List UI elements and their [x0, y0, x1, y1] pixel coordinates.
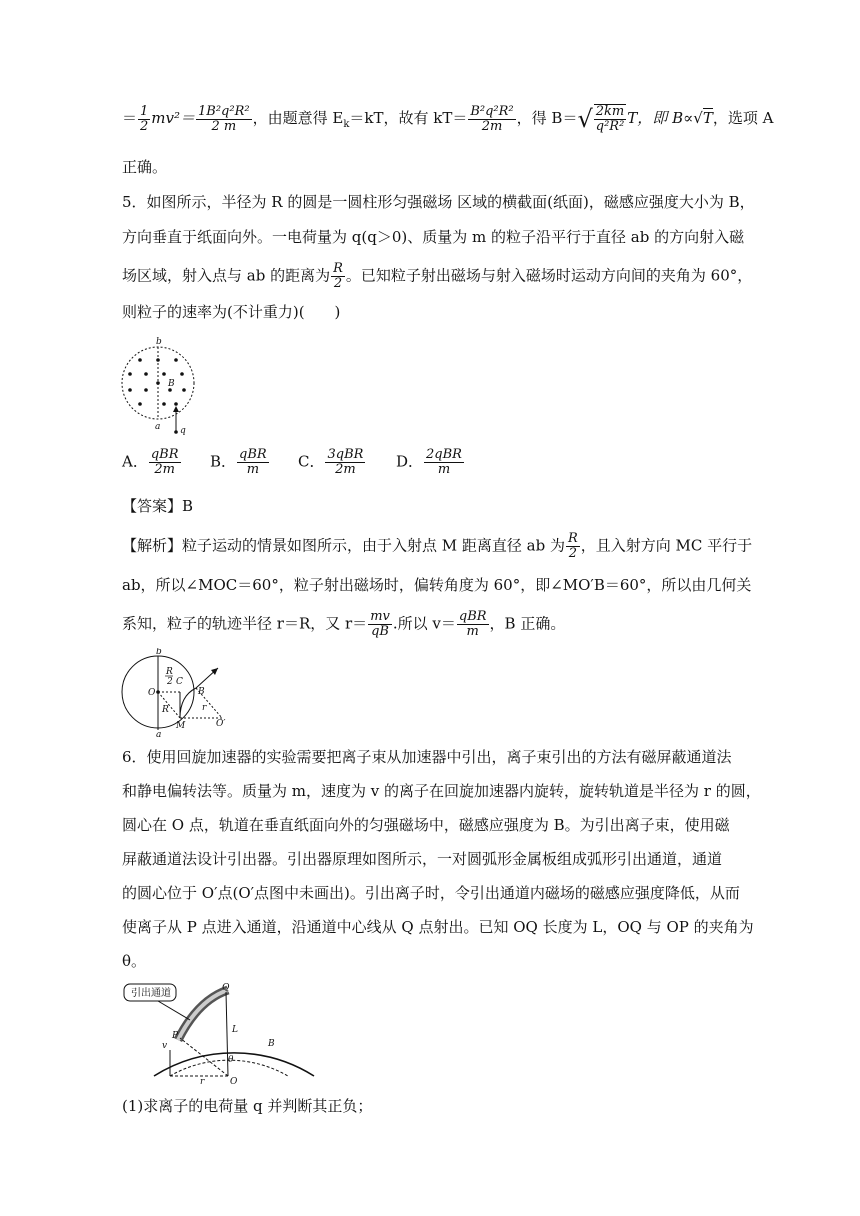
text: ，得 B＝: [516, 109, 578, 127]
frac-den: 2: [140, 118, 149, 134]
q6-line3: 圆心在 O 点，轨道在垂直纸面向外的匀强磁场中，磁感应强度为 B。为引出离子束，使用磁: [122, 816, 730, 834]
frac-num: 2qBR: [426, 447, 462, 462]
text: ＝kT，故有 kT＝: [349, 109, 468, 127]
fraction-half: [138, 105, 150, 134]
fraction: [594, 104, 627, 134]
label-O: O: [148, 688, 156, 698]
frac-den: 2: [568, 546, 578, 561]
fraction: [331, 262, 345, 291]
q6-line5: 的圆心位于 O′点(O′点图中未画出)。引出离子时，令引出通道内磁场的磁感应强度降低，从而: [122, 884, 740, 902]
text: .所以 v＝: [392, 614, 456, 633]
label-R2-num: R: [166, 667, 173, 677]
fraction: [196, 105, 252, 134]
frac-num: 2km: [594, 105, 627, 120]
text: 【解析】粒子运动的情景如图所示，由于入射点 M 距离直径 ab 为: [122, 536, 565, 555]
text: ，选项 A: [712, 109, 774, 127]
option-label: C．: [298, 452, 325, 471]
q6-figure: [118, 980, 328, 1086]
fraction: [424, 448, 464, 477]
q6-line6: 使离子从 P 点进入通道，沿通道中心线从 Q 点射出。已知 OQ 长度为 L，OQ 与 OP 的夹角为: [122, 918, 754, 936]
frac-den: 2m: [154, 462, 175, 477]
label-L: L: [232, 1025, 238, 1035]
label-R: R: [162, 705, 169, 715]
frac-den: m: [246, 462, 260, 477]
option-a[interactable]: [122, 448, 210, 477]
label-B: B: [268, 1039, 275, 1049]
fraction: [237, 448, 269, 477]
label-R2-den: 2: [167, 677, 173, 687]
text: T，即 B∝: [627, 109, 694, 127]
text: mv²＝: [151, 109, 196, 127]
frac-num: mv: [370, 609, 390, 624]
q5-exp1: [122, 532, 752, 561]
p1-line: [122, 104, 773, 135]
label-theta: θ: [228, 1055, 234, 1065]
fraction: [468, 105, 515, 134]
frac-num: 1: [140, 103, 149, 119]
extraction-channel: [178, 990, 228, 1040]
frac-num: qBR: [150, 447, 179, 462]
arrow-head: [173, 406, 179, 412]
q5-exp3: [122, 610, 565, 639]
label-O-prime: O′: [216, 719, 226, 729]
field-dots: [128, 358, 186, 406]
text: 场区域，射入点与 ab 的距离为: [122, 266, 331, 285]
label-Q: Q: [222, 983, 230, 993]
fraction: [457, 610, 489, 639]
frac-num: 1B²q²R²: [198, 103, 250, 119]
frac-den: 2m: [481, 118, 503, 134]
q6-line1: 6．使用回旋加速器的实验需要把离子束从加速器中引出，离子束引出的方法有磁屏蔽通道法: [122, 748, 732, 766]
frac-den: qB: [371, 624, 389, 639]
frac-num: 3qBR: [327, 447, 364, 462]
frac-den: m: [466, 624, 479, 639]
frac-den: q²R²: [595, 119, 625, 134]
frac-num: qBR: [239, 447, 267, 462]
label-r: r: [202, 703, 207, 713]
q6-line2: 和静电偏转法等。质量为 m，速度为 v 的离子在回旋加速器内旋转，旋转轨道是半径为 r 的圆，: [122, 782, 761, 800]
q6-sub1: (1)求离子的电荷量 q 并判断其正负；: [122, 1097, 373, 1115]
label-C: C: [176, 677, 183, 687]
option-c[interactable]: [298, 448, 396, 477]
label-v: v: [162, 1041, 168, 1051]
text: ，且入射方向 MC 平行于: [580, 536, 753, 555]
option-label: D．: [396, 452, 424, 471]
fraction: [149, 448, 181, 477]
frac-num: R: [567, 531, 578, 546]
text: ＝: [122, 109, 138, 127]
frac-num: B²q²R²: [470, 103, 514, 119]
fraction: [325, 448, 365, 477]
label-a: a: [156, 730, 162, 738]
q6-line7: θ。: [122, 952, 147, 970]
option-b[interactable]: [210, 448, 298, 477]
option-d[interactable]: [396, 448, 484, 477]
q5-exp2: ab，所以∠MOC＝60°，粒子射出磁场时，偏转角度为 60°，即∠MO′B＝60°，所以由几何关: [122, 576, 752, 594]
frac-den: 2: [333, 276, 343, 291]
text: ，由题意得 E: [252, 109, 344, 127]
frac-den: 2m: [335, 462, 356, 477]
callout-text: 引出通道: [131, 988, 171, 999]
q5-solution-figure: [118, 648, 228, 738]
cyclotron-boundary: [154, 1053, 314, 1076]
text: 。已知粒子射出磁场与射入磁场时运动方向间的夹角为 60°，: [345, 266, 753, 285]
frac-num: qBR: [458, 609, 487, 624]
center-dot: [156, 690, 160, 694]
label-r: r: [200, 1077, 205, 1086]
label-B: B: [168, 379, 175, 389]
text: T: [702, 109, 713, 127]
q5-line4: 则粒子的速率为(不计重力)( ): [122, 303, 341, 321]
q5-answer: 【答案】B: [122, 497, 194, 515]
q5-line3: [122, 262, 752, 291]
label-q: q: [180, 426, 186, 436]
frac-num: R: [333, 261, 343, 276]
line-OP: [180, 1038, 228, 1076]
label-B: B: [198, 687, 205, 697]
label-P: P: [172, 1031, 179, 1041]
q5-options: [122, 448, 484, 477]
q5-line2: 方向垂直于纸面向外。一电荷量为 q(q＞0)、质量为 m 的粒子沿平行于直径 ab 的方向射入磁: [122, 228, 745, 246]
sqrt-symbol: √: [693, 109, 703, 127]
particle: [174, 430, 178, 434]
option-label: A．: [122, 452, 148, 471]
sqrt-symbol: √: [577, 105, 593, 133]
label-a: a: [155, 422, 161, 432]
text: ，B 正确。: [489, 614, 566, 633]
callout-leader: [158, 1001, 190, 1020]
frac-den: m: [437, 462, 451, 477]
label-M: M: [176, 721, 186, 731]
text: 系知，粒子的轨迹半径 r＝R，又 r＝: [122, 614, 368, 633]
label-O: O: [230, 1077, 238, 1086]
p1b-line: 正确。: [122, 158, 168, 176]
q5-figure: [118, 336, 208, 436]
subscript: k: [343, 119, 350, 130]
frac-den: 2 m: [211, 118, 237, 134]
fraction: [368, 610, 392, 639]
fraction: [566, 532, 580, 561]
label-b: b: [156, 337, 162, 347]
q5-line1: 5．如图所示，半径为 R 的圆是一圆柱形匀强磁场 区域的横截面(纸面)，磁感应强度大小为 B，: [122, 193, 755, 211]
option-label: B．: [210, 452, 237, 471]
q6-line4: 屏蔽通道法设计引出器。引出器原理如图所示，一对圆弧形金属板组成弧形引出通道，通道: [122, 850, 723, 868]
label-b: b: [156, 648, 162, 657]
